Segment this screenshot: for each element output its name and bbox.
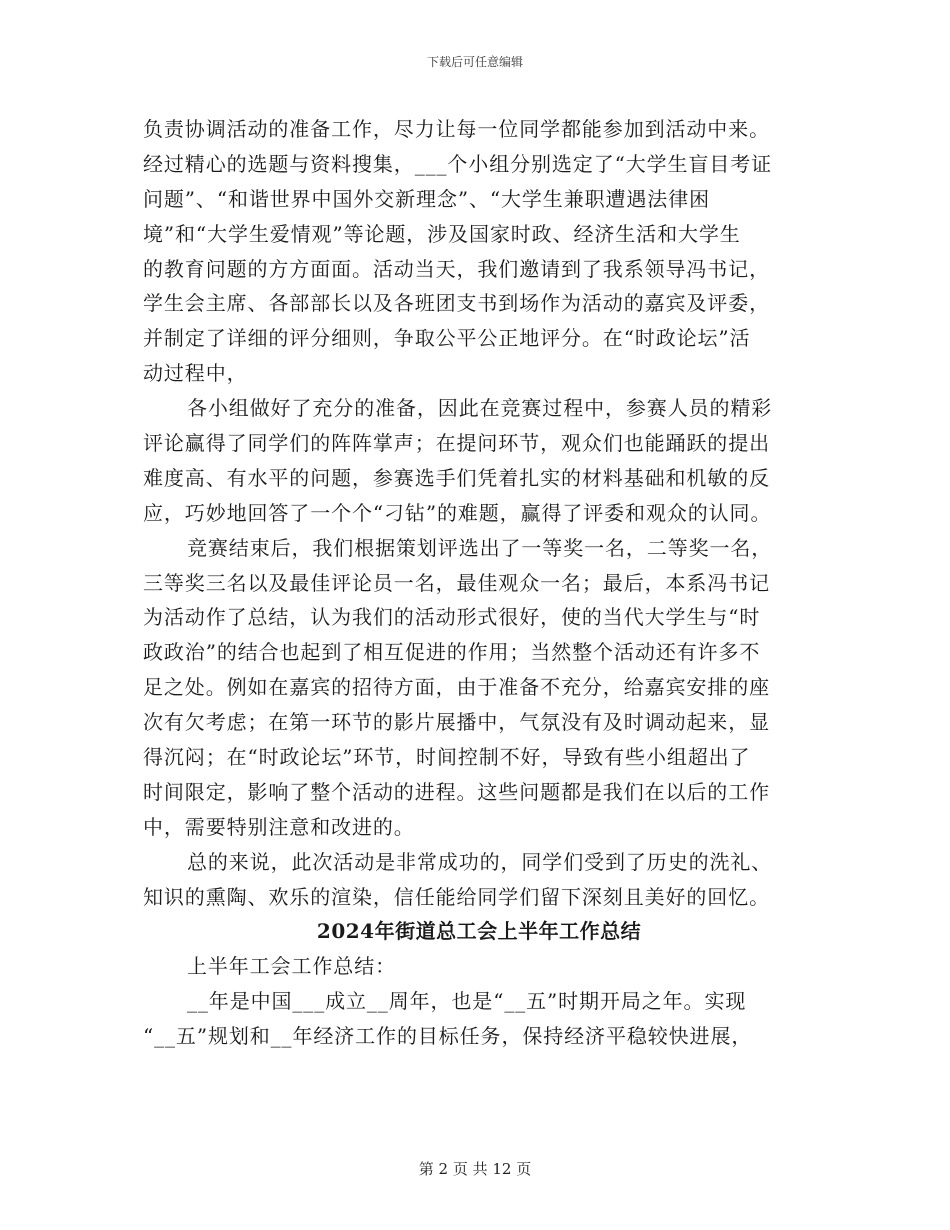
document-body	[143, 112, 815, 1054]
body-line: 应，巧妙地回答了一个个“刁钻”的难题，赢得了评委和观众的认同。	[143, 500, 772, 525]
body-line: 的教育问题的方方面面。活动当天，我们邀请到了我系领导冯书记，	[143, 256, 770, 281]
body-line: 得沉闷；在“时政论坛”环节，时间控制不好，导致有些小组超出了	[143, 745, 751, 770]
body-line: 政政治”的结合也起到了相互促进的作用；当然整个活动还有许多不	[143, 640, 761, 665]
body-line: 动过程中，	[143, 361, 248, 386]
body-line: 评论赢得了同学们的阵阵掌声；在提问环节，观众们也能踊跃的提出	[143, 431, 770, 456]
body-line: “__五”规划和__年经济工作的目标任务，保持经济平稳较快进展，	[143, 1024, 753, 1049]
paragraph-start-line: 上半年工会工作总结：	[187, 954, 396, 979]
page-number-footer: 第 2 页 共 12 页	[418, 1160, 532, 1178]
body-line: 次有欠考虑；在第一环节的影片展播中，气氛没有及时调动起来，显	[143, 710, 770, 735]
body-line: 学生会主席、各部部长以及各班团支书到场作为活动的嘉宾及评委，	[143, 291, 770, 316]
body-line: 难度高、有水平的问题，参赛选手们凭着扎实的材料基础和机敏的反	[143, 465, 770, 490]
body-line: 经过精心的选题与资料搜集，___个小组分别选定了“大学生盲目考证	[143, 151, 773, 176]
body-line: 问题”、“和谐世界中国外交新理念”、“大学生兼职遭遇法律困	[143, 186, 710, 211]
paragraph-start-line: __年是中国___成立__周年，也是“__五”时期开局之年。实现	[187, 989, 747, 1014]
paragraph-start-line: 各小组做好了充分的准备，因此在竞赛过程中，参赛人员的精彩	[187, 396, 773, 421]
paragraph-start-line: 总的来说，此次活动是非常成功的，同学们受到了历史的洗礼、	[187, 849, 773, 874]
section-title: 2024年街道总工会上半年工作总结	[316, 919, 642, 944]
body-line: 境”和“大学生爱情观”等论题，涉及国家时政、经济生活和大学生	[143, 221, 741, 246]
body-line: 时间限定，影响了整个活动的进程。这些问题都是我们在以后的工作	[143, 779, 770, 804]
body-line: 三等奖三名以及最佳评论员一名，最佳观众一名；最后，本系冯书记	[143, 570, 770, 595]
body-line: 知识的熏陶、欢乐的渲染，信任能给同学们留下深刻且美好的回忆。	[143, 884, 770, 909]
paragraph-start-line: 竞赛结束后，我们根据策划评选出了一等奖一名，二等奖一名，	[187, 535, 773, 560]
body-line: 负责协调活动的准备工作，尽力让每一位同学都能参加到活动中来。	[143, 117, 770, 141]
body-line: 中，需要特别注意和改进的。	[143, 814, 415, 839]
page-header-note: 下载后可任意编辑	[426, 55, 523, 69]
body-line: 为活动作了总结，认为我们的活动形式很好，使的当代大学生与“时	[143, 605, 761, 630]
body-line: 足之处。例如在嘉宾的招待方面，由于准备不充分，给嘉宾安排的座	[143, 675, 770, 700]
body-line: 并制定了详细的评分细则，争取公平公正地评分。在“时政论坛”活	[143, 326, 751, 351]
